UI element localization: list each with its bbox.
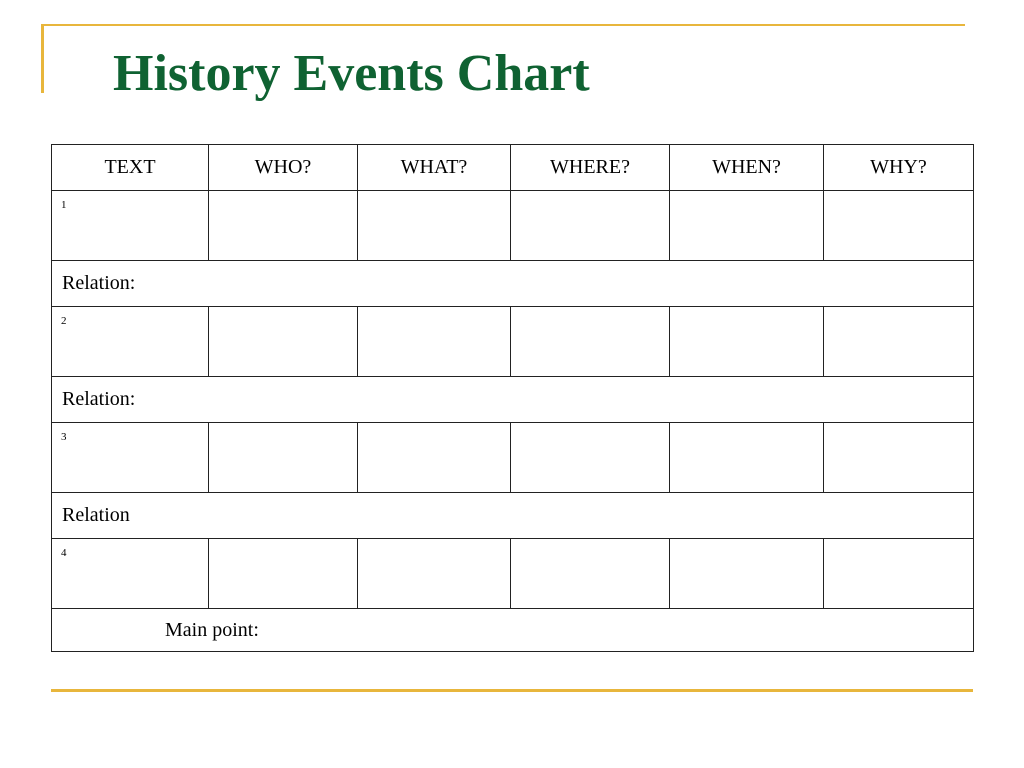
left-accent-line <box>41 25 44 93</box>
event-3-who-cell[interactable] <box>209 423 358 493</box>
event-2-who-cell[interactable] <box>209 307 358 377</box>
event-4-what-cell[interactable] <box>358 539 511 609</box>
event-2-text-cell[interactable] <box>52 307 209 377</box>
relation-row-1 <box>52 261 974 307</box>
event-4-text-cell[interactable] <box>52 539 209 609</box>
relation-cell-3[interactable]: Relation <box>52 493 974 539</box>
event-3-text-cell[interactable] <box>52 423 209 493</box>
event-2-what-cell[interactable] <box>358 307 511 377</box>
header-who: WHO? <box>209 145 358 191</box>
header-what: WHAT? <box>358 145 511 191</box>
bottom-accent-line <box>51 689 973 692</box>
table-header-row <box>52 145 974 191</box>
event-number: 4 <box>61 547 67 559</box>
event-2-where-cell[interactable] <box>511 307 670 377</box>
relation-cell-2[interactable]: Relation: <box>52 377 974 423</box>
event-3-when-cell[interactable] <box>670 423 824 493</box>
event-number: 1 <box>61 199 67 211</box>
main-point-cell[interactable]: Main point: <box>52 609 974 652</box>
event-4-where-cell[interactable] <box>511 539 670 609</box>
event-4-why-cell[interactable] <box>824 539 974 609</box>
history-events-table <box>51 144 974 652</box>
event-3-what-cell[interactable] <box>358 423 511 493</box>
header-text: TEXT <box>52 145 209 191</box>
event-1-where-cell[interactable] <box>511 191 670 261</box>
event-row-1 <box>52 191 974 261</box>
event-3-why-cell[interactable] <box>824 423 974 493</box>
event-row-4 <box>52 539 974 609</box>
event-row-3 <box>52 423 974 493</box>
event-3-where-cell[interactable] <box>511 423 670 493</box>
relation-cell-1[interactable]: Relation: <box>52 261 974 307</box>
top-accent-line <box>41 24 965 26</box>
event-1-when-cell[interactable] <box>670 191 824 261</box>
event-1-text-cell[interactable] <box>52 191 209 261</box>
event-1-why-cell[interactable] <box>824 191 974 261</box>
event-2-when-cell[interactable] <box>670 307 824 377</box>
event-4-who-cell[interactable] <box>209 539 358 609</box>
event-row-2 <box>52 307 974 377</box>
event-1-who-cell[interactable] <box>209 191 358 261</box>
header-when: WHEN? <box>670 145 824 191</box>
main-point-row <box>52 609 974 652</box>
event-2-why-cell[interactable] <box>824 307 974 377</box>
event-number: 2 <box>61 315 67 327</box>
header-why: WHY? <box>824 145 974 191</box>
event-4-when-cell[interactable] <box>670 539 824 609</box>
page-title: History Events Chart <box>113 45 590 102</box>
event-1-what-cell[interactable] <box>358 191 511 261</box>
event-number: 3 <box>61 431 67 443</box>
relation-row-2 <box>52 377 974 423</box>
header-where: WHERE? <box>511 145 670 191</box>
relation-row-3 <box>52 493 974 539</box>
